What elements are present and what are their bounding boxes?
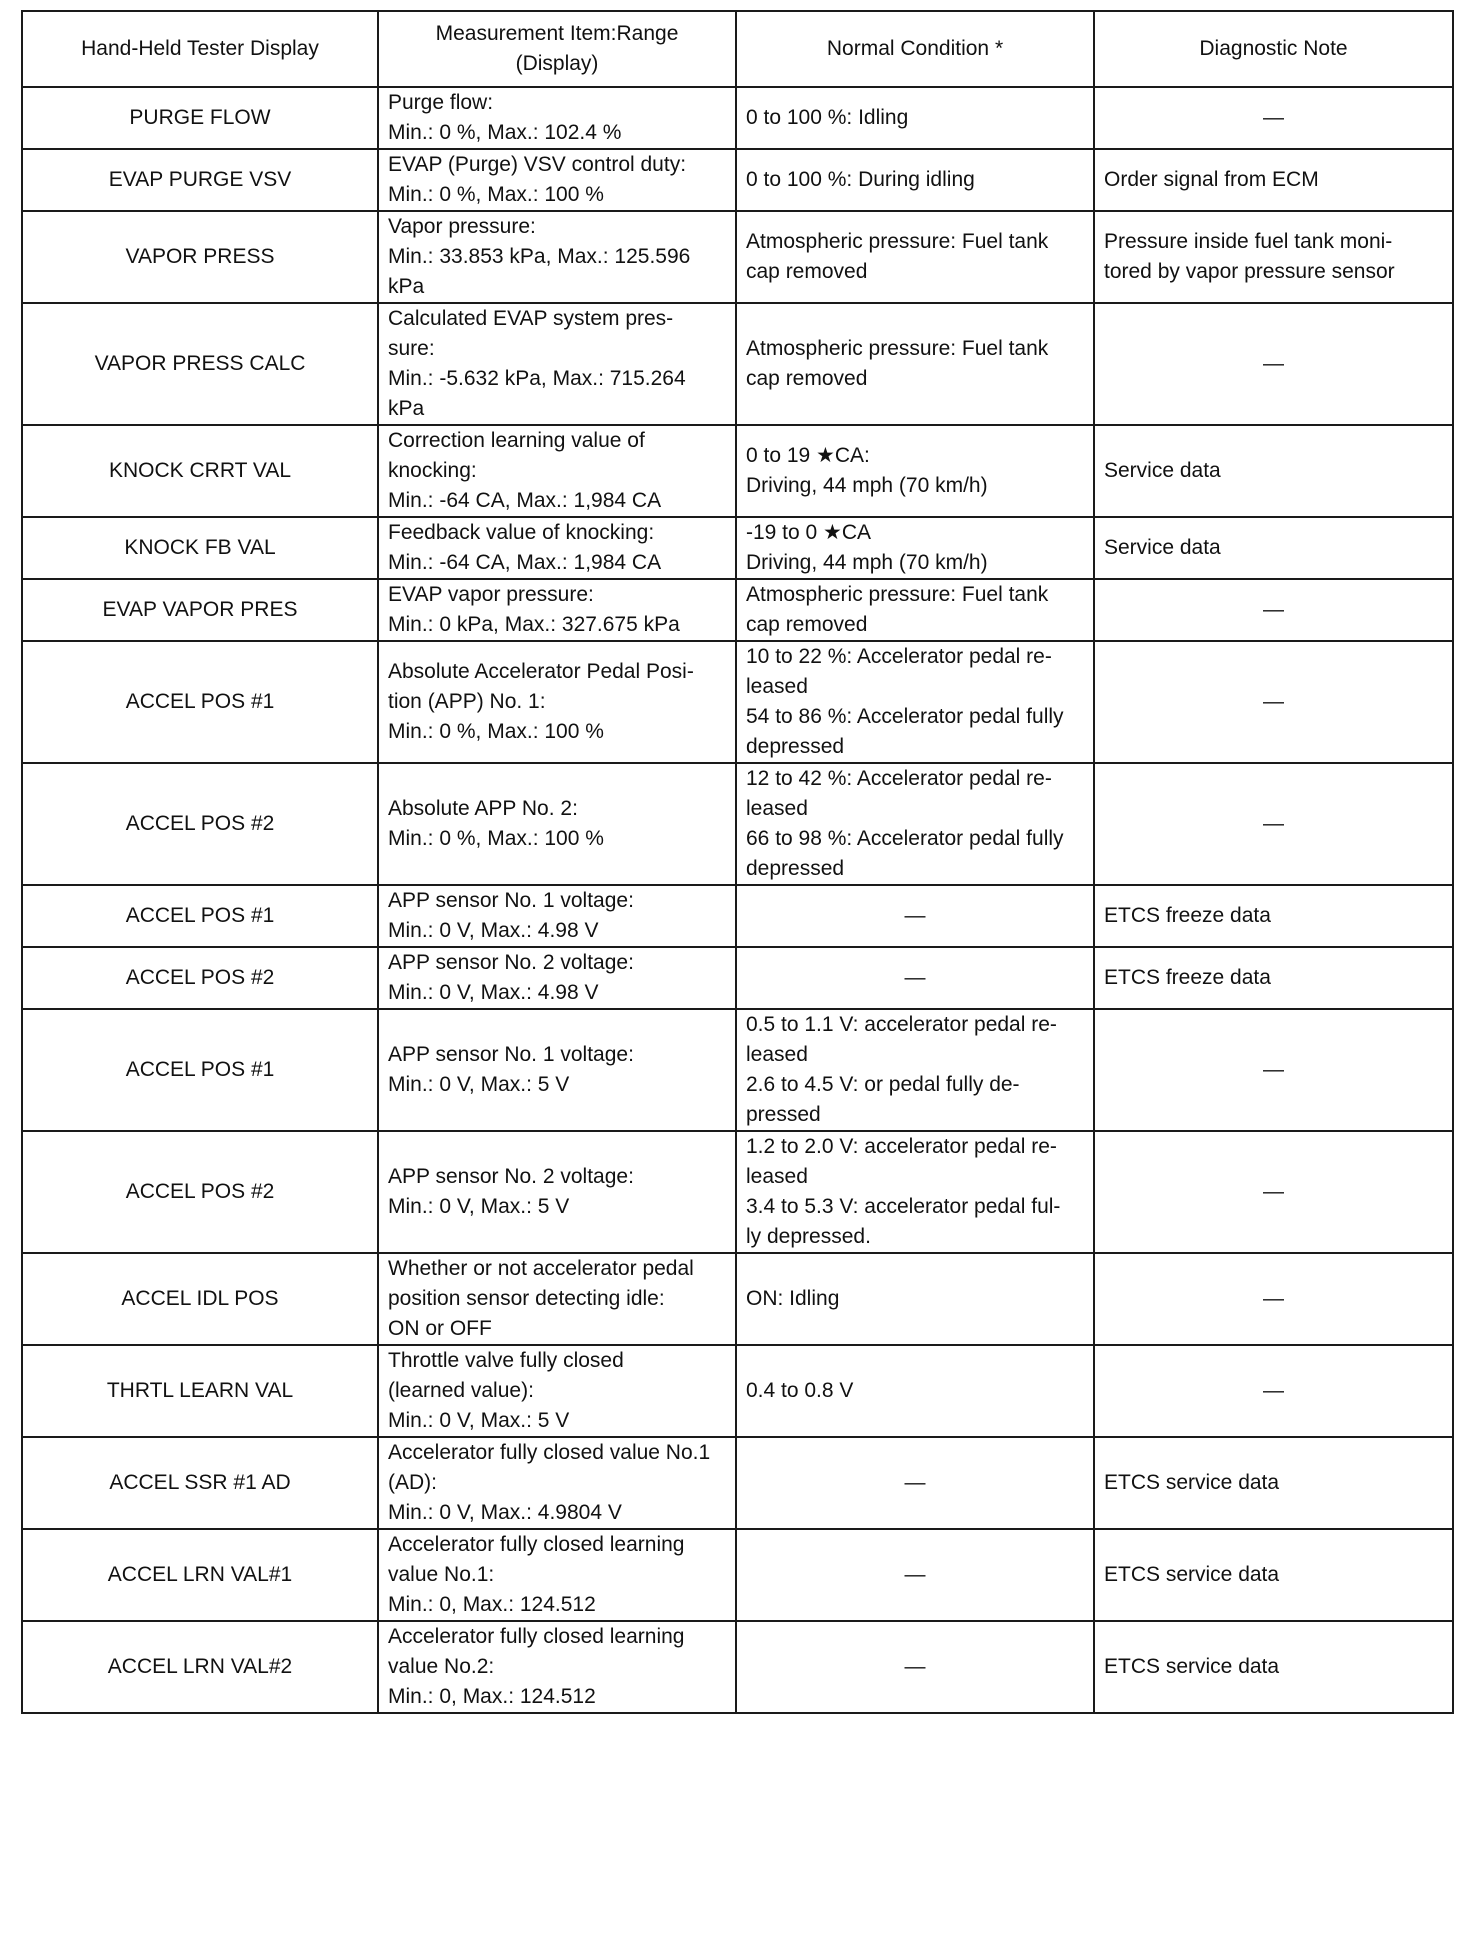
table-row [22, 763, 1453, 885]
cell-tester-display: ACCEL IDL POS [22, 1253, 378, 1345]
table-row [22, 885, 1453, 947]
cell-tester-display: ACCEL POS #2 [22, 947, 378, 1009]
cell-normal-condition: 0 to 100 %: Idling [736, 87, 1094, 149]
header-tester-display: Hand-Held Tester Display [22, 11, 378, 87]
header-row [22, 11, 1453, 87]
cell-normal-condition: — [736, 947, 1094, 1009]
cell-diagnostic-note: — [1094, 579, 1453, 641]
cell-tester-display: ACCEL POS #2 [22, 763, 378, 885]
cell-tester-display: VAPOR PRESS CALC [22, 303, 378, 425]
cell-diagnostic-note: Service data [1094, 425, 1453, 517]
cell-normal-condition: 0 to 100 %: During idling [736, 149, 1094, 211]
table-row [22, 1253, 1453, 1345]
cell-tester-display: EVAP VAPOR PRES [22, 579, 378, 641]
cell-diagnostic-note: — [1094, 1009, 1453, 1131]
cell-normal-condition: 10 to 22 %: Accelerator pedal re- leased 54 to 86 %: Accelerator pedal fully depressed [736, 641, 1094, 763]
table-row [22, 1345, 1453, 1437]
cell-diagnostic-note: — [1094, 763, 1453, 885]
cell-diagnostic-note: — [1094, 303, 1453, 425]
cell-measurement-range: EVAP vapor pressure: Min.: 0 kPa, Max.: 327.675 kPa [378, 579, 736, 641]
cell-measurement-range: APP sensor No. 1 voltage: Min.: 0 V, Max.: 4.98 V [378, 885, 736, 947]
table-row [22, 579, 1453, 641]
cell-diagnostic-note: ETCS freeze data [1094, 947, 1453, 1009]
table-row [22, 1621, 1453, 1713]
cell-tester-display: PURGE FLOW [22, 87, 378, 149]
cell-normal-condition: Atmospheric pressure: Fuel tank cap removed [736, 303, 1094, 425]
cell-normal-condition: — [736, 1437, 1094, 1529]
cell-tester-display: EVAP PURGE VSV [22, 149, 378, 211]
table-body [22, 87, 1453, 1713]
cell-normal-condition: Atmospheric pressure: Fuel tank cap removed [736, 579, 1094, 641]
cell-diagnostic-note: ETCS service data [1094, 1529, 1453, 1621]
table-row [22, 947, 1453, 1009]
table-row [22, 517, 1453, 579]
cell-normal-condition: — [736, 1621, 1094, 1713]
cell-diagnostic-note: ETCS service data [1094, 1437, 1453, 1529]
cell-normal-condition: 0.5 to 1.1 V: accelerator pedal re- leased 2.6 to 4.5 V: or pedal fully de- pressed [736, 1009, 1094, 1131]
cell-normal-condition: — [736, 885, 1094, 947]
cell-diagnostic-note: — [1094, 1253, 1453, 1345]
cell-diagnostic-note: Order signal from ECM [1094, 149, 1453, 211]
cell-tester-display: ACCEL POS #1 [22, 641, 378, 763]
cell-tester-display: THRTL LEARN VAL [22, 1345, 378, 1437]
cell-measurement-range: Feedback value of knocking: Min.: -64 CA, Max.: 1,984 CA [378, 517, 736, 579]
cell-measurement-range: Correction learning value of knocking: Min.: -64 CA, Max.: 1,984 CA [378, 425, 736, 517]
cell-tester-display: ACCEL POS #1 [22, 1009, 378, 1131]
cell-diagnostic-note: Pressure inside fuel tank moni- tored by vapor pressure sensor [1094, 211, 1453, 303]
cell-measurement-range: Throttle valve fully closed (learned value): Min.: 0 V, Max.: 5 V [378, 1345, 736, 1437]
cell-diagnostic-note: ETCS freeze data [1094, 885, 1453, 947]
cell-normal-condition: 0.4 to 0.8 V [736, 1345, 1094, 1437]
cell-measurement-range: APP sensor No. 2 voltage: Min.: 0 V, Max.: 4.98 V [378, 947, 736, 1009]
cell-tester-display: VAPOR PRESS [22, 211, 378, 303]
table-row [22, 303, 1453, 425]
cell-measurement-range: Vapor pressure: Min.: 33.853 kPa, Max.: 125.596 kPa [378, 211, 736, 303]
table-row [22, 641, 1453, 763]
cell-measurement-range: Accelerator fully closed learning value No.1: Min.: 0, Max.: 124.512 [378, 1529, 736, 1621]
cell-diagnostic-note: — [1094, 87, 1453, 149]
table-row [22, 1009, 1453, 1131]
header-diagnostic-note: Diagnostic Note [1094, 11, 1453, 87]
cell-tester-display: KNOCK FB VAL [22, 517, 378, 579]
cell-tester-display: ACCEL LRN VAL#2 [22, 1621, 378, 1713]
cell-measurement-range: Whether or not accelerator pedal position sensor detecting idle: ON or OFF [378, 1253, 736, 1345]
cell-measurement-range: EVAP (Purge) VSV control duty: Min.: 0 %, Max.: 100 % [378, 149, 736, 211]
table-row [22, 425, 1453, 517]
cell-measurement-range: Calculated EVAP system pres- sure: Min.: -5.632 kPa, Max.: 715.264 kPa [378, 303, 736, 425]
table-row [22, 87, 1453, 149]
cell-measurement-range: Purge flow: Min.: 0 %, Max.: 102.4 % [378, 87, 736, 149]
table-row [22, 211, 1453, 303]
cell-diagnostic-note: ETCS service data [1094, 1621, 1453, 1713]
cell-measurement-range: Accelerator fully closed value No.1 (AD): Min.: 0 V, Max.: 4.9804 V [378, 1437, 736, 1529]
table-row [22, 1131, 1453, 1253]
cell-tester-display: ACCEL LRN VAL#1 [22, 1529, 378, 1621]
cell-measurement-range: Accelerator fully closed learning value No.2: Min.: 0, Max.: 124.512 [378, 1621, 736, 1713]
table-row [22, 149, 1453, 211]
data-table [21, 10, 1454, 1714]
cell-measurement-range: Absolute APP No. 2: Min.: 0 %, Max.: 100 % [378, 763, 736, 885]
cell-normal-condition: — [736, 1529, 1094, 1621]
cell-tester-display: ACCEL POS #1 [22, 885, 378, 947]
cell-diagnostic-note: — [1094, 1131, 1453, 1253]
cell-diagnostic-note: — [1094, 1345, 1453, 1437]
cell-tester-display: ACCEL POS #2 [22, 1131, 378, 1253]
cell-diagnostic-note: — [1094, 641, 1453, 763]
cell-normal-condition: ON: Idling [736, 1253, 1094, 1345]
cell-normal-condition: -19 to 0 ★CA Driving, 44 mph (70 km/h) [736, 517, 1094, 579]
cell-diagnostic-note: Service data [1094, 517, 1453, 579]
table-row [22, 1529, 1453, 1621]
header-normal-condition: Normal Condition * [736, 11, 1094, 87]
cell-normal-condition: Atmospheric pressure: Fuel tank cap removed [736, 211, 1094, 303]
cell-measurement-range: APP sensor No. 1 voltage: Min.: 0 V, Max.: 5 V [378, 1009, 736, 1131]
cell-measurement-range: Absolute Accelerator Pedal Posi- tion (APP) No. 1: Min.: 0 %, Max.: 100 % [378, 641, 736, 763]
cell-normal-condition: 12 to 42 %: Accelerator pedal re- leased 66 to 98 %: Accelerator pedal fully depressed [736, 763, 1094, 885]
cell-measurement-range: APP sensor No. 2 voltage: Min.: 0 V, Max.: 5 V [378, 1131, 736, 1253]
cell-normal-condition: 0 to 19 ★CA: Driving, 44 mph (70 km/h) [736, 425, 1094, 517]
cell-tester-display: KNOCK CRRT VAL [22, 425, 378, 517]
header-measurement-range: Measurement Item:Range (Display) [378, 11, 736, 87]
cell-normal-condition: 1.2 to 2.0 V: accelerator pedal re- leased 3.4 to 5.3 V: accelerator pedal ful- ly depressed. [736, 1131, 1094, 1253]
cell-tester-display: ACCEL SSR #1 AD [22, 1437, 378, 1529]
table-row [22, 1437, 1453, 1529]
